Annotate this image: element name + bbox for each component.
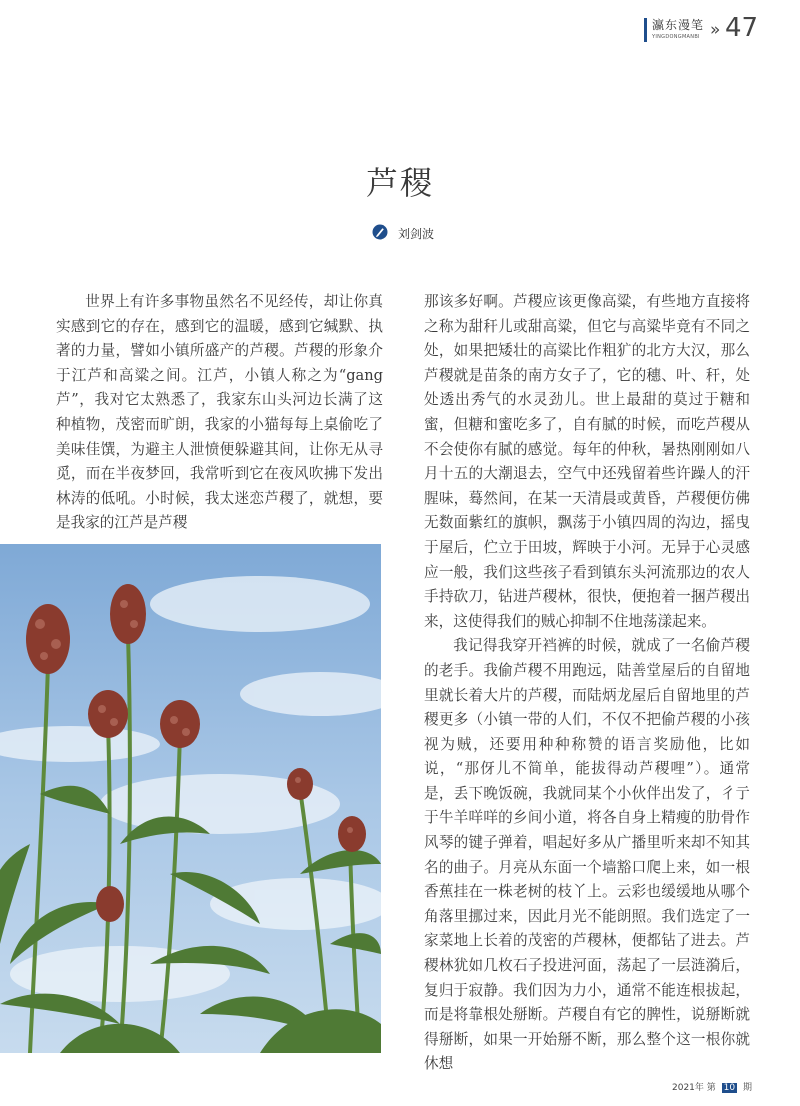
chevron-icon: »: [710, 20, 721, 40]
running-header: [644, 14, 794, 44]
right-column: [424, 290, 750, 1077]
sorghum-photo: [0, 544, 381, 1053]
section-title-pinyin: YINGDONGMANBI: [652, 34, 700, 40]
left-column: [56, 290, 383, 536]
body-paragraph: 世界上有许多事物虽然名不见经传，却让你真实感到它的存在，感到它的温暖，感到它缄默、执著的力量，譬如小镇所盛产的芦稷。芦稷的形象介于江芦和高粱之间。江芦，小镇人称之为“gang芦”，我对它太熟悉了，我家东山头河边长满了这种植物，茂密而旷朗，我家的小猫每每上桌偷吃了美味佳馔，为避主人泄愤便躲避其间，让你无从寻觅，而在半夜梦回，我常听到它在夜风吹拂下发出林涛的低吼。小时候，我太迷恋芦稷了，就想，要是我家的江芦是芦稷: [56, 293, 383, 532]
page-footer: [672, 1080, 752, 1093]
footer-qi: 期: [743, 1083, 753, 1093]
issue-number-badge: 10: [723, 1083, 736, 1093]
author-name: 刘剑波: [398, 227, 435, 241]
sorghum-illustration: [0, 544, 381, 1053]
footer-di: 第: [706, 1083, 716, 1093]
body-paragraph: 那该多好啊。芦稷应该更像高粱，有些地方直接将之称为甜秆儿或甜高粱，但它与高粱毕竟有不同之处，如果把矮壮的高粱比作粗犷的北方大汉，那么芦稷就是苗条的南方女子了，它的穗、叶、秆，处处透出秀气的水灵劲儿。世上最甜的莫过于糖和蜜，但糖和蜜吃多了，自有腻的时候，而吃芦稷从不会使你有腻的感觉。每年的仲秋，暑热刚刚如八月十五的大潮退去，空气中还残留着些许躁人的汗腥味，蓦然间，在某一天清晨或黄昏，芦稷便仿佛无数面紫红的旗帜，飘荡于小镇四周的沟边，摇曳于屋后，伫立于田坡，辉映于小河。无异于心灵感应一般，我们这些孩子看到镇东头河流那边的农人手持砍刀，钻进芦稷林，很快，便抱着一捆芦稷出来，这使得我们的贼心抑制不住地荡漾起来。: [424, 293, 750, 630]
section-title: 瀛东漫笔: [652, 18, 705, 32]
body-paragraph: 我记得我穿开裆裤的时候，就成了一名偷芦稷的老手。我偷芦稷不用跑远，陆善堂屋后的自留地里就长着大片的芦稷，而陆炳龙屋后自留地里的芦稷更多（小镇一带的人们，不仅不把偷芦稷的小孩视为贼，还要用种种称赞的语言奖励他，比如说，“那伢儿不简单，能拔得动芦稷哩”）。通常是，丢下晚饭碗，我就同某个小伙伴出发了，彳亍于牛羊咩咩的乡间小道，将各自身上精瘦的肋骨作风琴的键子弹着，唱起好多从广播里听来却不知其名的曲子。月亮从东面一个墙豁口爬上来，如一根香蕉挂在一株老树的枝丫上。云彩也缓缓地从哪个角落里挪过来，因此月光不能朗照。我们选定了一家菜地上长着的茂密的芦稷林，便都钻了进去。芦稷林犹如几枚石子投进河面，荡起了一层涟漪后，复归于寂静。我们因为力小，通常不能连根拔起，而是将靠根处掰断。芦稷自有它的脾性，说掰断就得掰断，如果一开始掰不断，那么整个这一根你就休想: [424, 637, 750, 1073]
footer-year: 2021年: [672, 1083, 704, 1093]
page-number: 47: [725, 13, 759, 43]
article-title: 芦稷: [365, 164, 434, 202]
header-accent-bar: [644, 18, 647, 42]
pen-icon: [372, 224, 388, 240]
